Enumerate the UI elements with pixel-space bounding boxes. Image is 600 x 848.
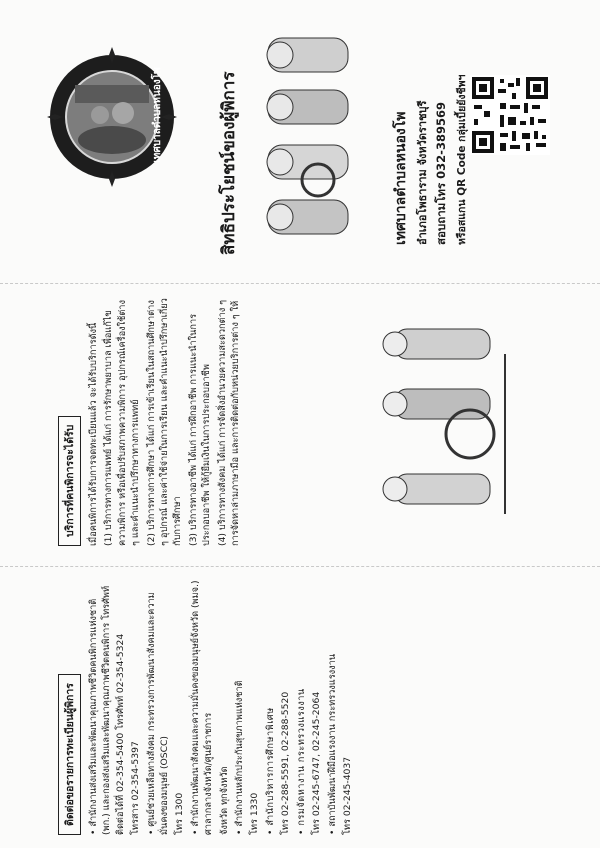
contact-item: จังหวัด ทุกจังหวัด: [218, 766, 230, 835]
contact-item: • สำนักงานส่งเสริมและพัฒนาคุณภาพชีวิตคนพิการแห่งชาติ (พก.) และกองส่งเสริมและพัฒนาคุณภาพชีวิตคนพิการ โทรศัพท์ติดต่อได้ที่ 02-354-5400 โทรศัพท์ 02-354-5324: [87, 580, 127, 835]
contact-item: • สำนักบริหารการศึกษาพิเศษ: [264, 580, 277, 835]
contacts-heading: ติดต่อขอรายการทะเบียนผู้พิการ: [58, 674, 81, 835]
contact-item: • สำนักงานหลักประกันสุขภาพแห่งชาติ: [233, 580, 246, 835]
service-item-medical: (1) บริการทางการแพทย์ ได้แก่ การรักษาพยาบาล เพื่อแก้ไขความพิการ หรือเพื่อปรับสภาพความพิการ อุปกรณ์เครื่องใช้ต่าง ๆ และคำแนะนำปรึกษาทางการแพทย์: [103, 300, 142, 546]
disabled-people-illustration: [258, 30, 358, 255]
contacts-block: [58, 580, 356, 835]
contact-item: โทร 02-245-4037: [341, 756, 353, 835]
panel-services: [0, 284, 600, 566]
service-item-occupation: (3) บริการทางอาชีพ ได้แก่ การฝึกอาชีพ การแนะนำในการประกอบอาชีพ ให้กู้ยืมเงินในการประกอบอาชีพ: [187, 313, 213, 546]
contact-item: โทรสาร 02-354-5397: [130, 741, 142, 835]
org-name: เทศบาลตำบลหนองโพ: [393, 111, 409, 245]
contact-item: โทร 1300: [174, 792, 186, 835]
qr-note: หรือสแกน QR Code กลุ่มเบี้ยยังชีพฯ: [456, 74, 468, 245]
contact-item: • สำนักงานพัฒนาสังคมและความมั่นคงของมนุษย์จังหวัด (พมจ.) ศาลากลางจังหวัด/ศูนย์ราชการ: [189, 580, 216, 835]
org-address: อำเภอโพธาราม จังหวัดราชบุรี: [416, 100, 429, 245]
panel-contacts: [0, 567, 600, 848]
services-heading: บริการที่คนพิการจะได้รับ: [58, 416, 81, 546]
contact-item: • ศูนย์ช่วยเหลือทางสังคม กระทรวงการพัฒนาสังคมและความมั่นคงของมนุษย์ (OSCC): [145, 580, 172, 835]
service-item-social: (4) บริการทางสังคม ได้แก่ การจัดสิ่งอำนวยความสะดวกต่าง ๆ การจัดหาล่ามภาษามือ และการติดต่อกับหน่วยบริการต่าง ๆ ให้: [216, 299, 242, 546]
panel-cover: [0, 0, 600, 283]
contact-item: โทร 1330: [249, 792, 261, 835]
logo-text-top: เทศบาลตำบลหนองโพ: [152, 67, 163, 163]
disabled-people-illustration: [375, 314, 535, 539]
contact-item: โทร 02-288-5591, 02-288-5520: [280, 691, 292, 835]
services-intro: เมื่อคนพิการได้รับการจดทะเบียนแล้ว จะได้รับบริการดังนี้: [88, 322, 99, 546]
service-item-education: (2) บริการทางการศึกษา ได้แก่ การเข้าเรียนในสถานศึกษาต่าง ๆ อุปกรณ์ และค่าใช้จ่ายในการเรียน และคำแนะนำปรึกษาเกี่ยวกับการศึกษา: [145, 298, 184, 546]
contact-item: โทร 02-245-6747, 02-245-2064: [311, 691, 323, 835]
qr-code[interactable]: [470, 75, 550, 155]
org-phone: สอบถามโทร 032-389569: [434, 102, 448, 245]
cover-title: สิทธิประโยชน์ของผู้พิการ: [219, 71, 239, 255]
contact-item: • สถาบันพัฒนาฝีมือแรงงาน กระทรวงแรงงาน: [326, 580, 339, 835]
services-block: [58, 296, 244, 546]
contact-item: • กรมจัดหางาน กระทรวงแรงงาน: [295, 580, 308, 835]
